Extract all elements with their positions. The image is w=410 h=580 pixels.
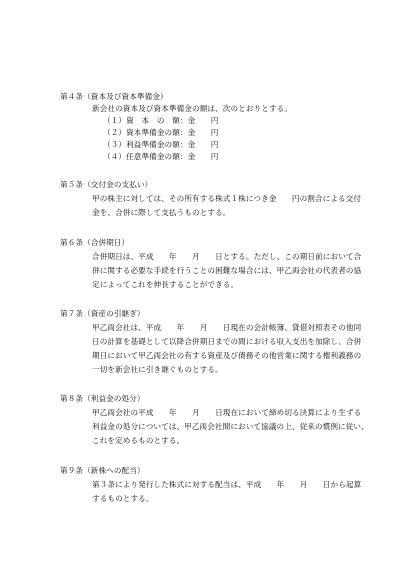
- article-6-line-1: 合併期日は、平成 年 月 日とする。ただし、この期日前において合: [92, 252, 362, 261]
- article-4-item-2: （２）資本準備金の額：金 円: [103, 128, 219, 137]
- article-4-item-3: （３）利益準備金の額：金 円: [103, 140, 219, 149]
- article-4-item-4: （４）任意準備金の額：金 円: [103, 152, 219, 161]
- article-8-heading: 第８条（利益金の処分）: [60, 394, 145, 403]
- article-5-line-1: 甲の株主に対しては、その所有する株式１株につき金 円の割合による交付: [92, 194, 362, 203]
- article-4-item-1: （１）資 本 の 額：金 円: [103, 116, 219, 125]
- article-6-line-3: 定によってこれを伸長することができる。: [92, 280, 239, 289]
- article-7-line-3: 期日において甲乙両会社の有する資産及び債務その他営業に関する権利義務の: [92, 351, 362, 360]
- article-7-line-1: 甲乙両会社は、平成 年 月 日現在の会計帳簿、貸借対照表その他同: [92, 323, 362, 332]
- article-7-heading: 第７条（資産の引継ぎ）: [60, 309, 145, 318]
- article-4-line-1: 新会社の資本及び資本準備金の額は、次のとおりとする。: [92, 104, 293, 113]
- article-7-line-2: 日の計算を基礎として以降合併期日までの間における収入支出を加除し、合併: [92, 337, 362, 346]
- article-8-line-2: 利益金の処分については、甲乙両会社間において協議の上、従来の慣例に従い、: [92, 422, 369, 431]
- article-7-line-4: 一切を新会社に引き継ぐものとする。: [92, 365, 223, 374]
- article-4-heading: 第４条（資本及び資本準備金）: [60, 92, 168, 101]
- article-6-line-2: 併に関する必要な手続を行うことの困難な場合には、甲乙両会社の代表者の協: [92, 266, 362, 275]
- article-9-heading: 第９条（新株への配当）: [60, 466, 145, 475]
- article-9-line-2: するものとする。: [92, 494, 154, 503]
- article-8-line-1: 甲乙両会社の平成 年 月 日現在において締め切る決算により生ずる: [92, 408, 362, 417]
- article-8-line-3: これを定めるものとする。: [92, 436, 185, 445]
- article-5-line-2: 金を、合併に際して支払うものとする。: [92, 208, 231, 217]
- article-9-line-1: 第３条により発行した株式に対する配当は、平成 年 月 日から起算: [92, 480, 362, 489]
- article-6-heading: 第６条（合併期日）: [60, 238, 130, 247]
- article-5-heading: 第５条（交付金の支払い）: [60, 180, 153, 189]
